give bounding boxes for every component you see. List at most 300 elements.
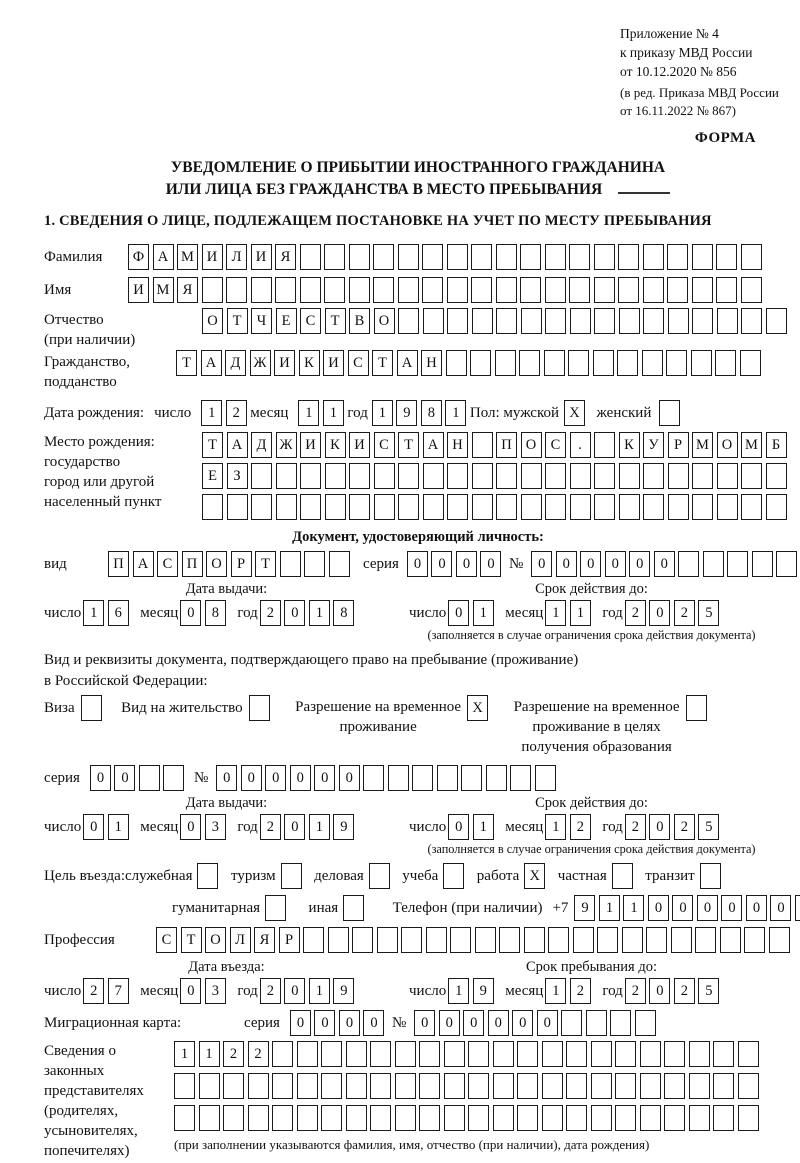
doc-number-cell[interactable] xyxy=(752,551,773,577)
legal-rep-cell[interactable] xyxy=(542,1073,563,1099)
entry-day-cell[interactable]: 7 xyxy=(108,978,129,1004)
birth-place-cell[interactable] xyxy=(594,494,615,520)
birth-place-cell[interactable] xyxy=(349,463,370,489)
expiry-month-cell[interactable]: 1 xyxy=(570,600,591,626)
citizenship-cell[interactable] xyxy=(519,350,540,376)
birth-place-cell[interactable] xyxy=(766,494,787,520)
residence-number-cell[interactable]: 0 xyxy=(339,765,360,791)
profession-cell[interactable] xyxy=(377,927,398,953)
given-name-cell[interactable] xyxy=(373,277,394,303)
legal-rep-cell[interactable] xyxy=(297,1073,318,1099)
patronymic-cell[interactable] xyxy=(766,308,787,334)
patronymic-cell[interactable]: Т xyxy=(325,308,346,334)
residence-series-cell[interactable] xyxy=(139,765,160,791)
birth-place-cell[interactable]: Е xyxy=(202,463,223,489)
patronymic-cell[interactable] xyxy=(619,308,640,334)
given-name-cell[interactable] xyxy=(618,277,639,303)
given-name-cell[interactable] xyxy=(251,277,272,303)
issue-year-cell[interactable]: 1 xyxy=(309,600,330,626)
legal-rep-cell[interactable] xyxy=(615,1041,636,1067)
profession-cell[interactable] xyxy=(475,927,496,953)
legal-rep-cell[interactable] xyxy=(419,1105,440,1131)
patronymic-cell[interactable] xyxy=(496,308,517,334)
profession-cell[interactable]: О xyxy=(205,927,226,953)
legal-rep-cell[interactable] xyxy=(664,1041,685,1067)
profession-cell[interactable]: Т xyxy=(181,927,202,953)
expiry-year-cell[interactable]: 2 xyxy=(674,600,695,626)
birth-place-cell[interactable] xyxy=(300,463,321,489)
surname-cell[interactable] xyxy=(594,244,615,270)
birth-place-cell[interactable] xyxy=(594,463,615,489)
temp-permit-checkbox[interactable]: X xyxy=(467,695,488,721)
birth-place-cell[interactable] xyxy=(276,494,297,520)
residence-number-cell[interactable] xyxy=(437,765,458,791)
birth-place-cell[interactable] xyxy=(325,494,346,520)
entry-month-cell[interactable]: 3 xyxy=(205,978,226,1004)
doc-number-cell[interactable] xyxy=(727,551,748,577)
citizenship-cell[interactable] xyxy=(470,350,491,376)
birth-place-cell[interactable] xyxy=(741,494,762,520)
birth-place-cell[interactable] xyxy=(496,463,517,489)
citizenship-cell[interactable] xyxy=(666,350,687,376)
migration-number-cell[interactable]: 0 xyxy=(512,1010,533,1036)
legal-rep-cell[interactable] xyxy=(248,1105,269,1131)
legal-rep-cell[interactable]: 2 xyxy=(223,1041,244,1067)
visa-checkbox[interactable] xyxy=(81,695,102,721)
legal-rep-cell[interactable] xyxy=(297,1105,318,1131)
legal-rep-cell[interactable] xyxy=(468,1105,489,1131)
migration-number-cell[interactable] xyxy=(586,1010,607,1036)
legal-rep-cell[interactable] xyxy=(713,1105,734,1131)
given-name-cell[interactable] xyxy=(594,277,615,303)
legal-rep-cell[interactable]: 1 xyxy=(174,1041,195,1067)
surname-cell[interactable] xyxy=(667,244,688,270)
birth-place-cell[interactable]: . xyxy=(570,432,591,458)
citizenship-cell[interactable]: Т xyxy=(176,350,197,376)
legal-rep-cell[interactable] xyxy=(615,1073,636,1099)
birth-place-cell[interactable]: М xyxy=(741,432,762,458)
issue-month-cell[interactable]: 8 xyxy=(205,600,226,626)
birth-place-cell[interactable]: С xyxy=(374,432,395,458)
phone-digit-cell[interactable]: 0 xyxy=(770,895,791,921)
surname-cell[interactable]: И xyxy=(202,244,223,270)
legal-rep-cell[interactable] xyxy=(591,1041,612,1067)
surname-cell[interactable]: А xyxy=(153,244,174,270)
stay-day-cell[interactable]: 1 xyxy=(448,978,469,1004)
stay-month-cell[interactable]: 1 xyxy=(545,978,566,1004)
legal-rep-cell[interactable] xyxy=(272,1041,293,1067)
issue-day-cell[interactable]: 1 xyxy=(83,600,104,626)
expiry-year-cell[interactable]: 5 xyxy=(698,600,719,626)
patronymic-cell[interactable]: В xyxy=(349,308,370,334)
given-name-cell[interactable]: И xyxy=(128,277,149,303)
citizenship-cell[interactable] xyxy=(740,350,761,376)
legal-rep-cell[interactable] xyxy=(223,1073,244,1099)
citizenship-cell[interactable] xyxy=(544,350,565,376)
legal-rep-cell[interactable] xyxy=(395,1105,416,1131)
doc-series-cell[interactable]: 0 xyxy=(407,551,428,577)
birth-place-cell[interactable] xyxy=(545,494,566,520)
issue-month-cell[interactable]: 0 xyxy=(180,814,201,840)
given-name-cell[interactable] xyxy=(569,277,590,303)
phone-digit-cell[interactable]: 0 xyxy=(746,895,767,921)
doc-number-cell[interactable]: 0 xyxy=(605,551,626,577)
expiry-year-cell[interactable]: 2 xyxy=(625,814,646,840)
citizenship-cell[interactable] xyxy=(446,350,467,376)
residence-number-cell[interactable] xyxy=(486,765,507,791)
birth-place-cell[interactable] xyxy=(374,463,395,489)
phone-digit-cell[interactable]: 0 xyxy=(672,895,693,921)
legal-rep-cell[interactable] xyxy=(542,1041,563,1067)
expiry-year-cell[interactable]: 0 xyxy=(649,814,670,840)
residence-number-cell[interactable]: 0 xyxy=(216,765,237,791)
surname-cell[interactable]: Ф xyxy=(128,244,149,270)
legal-rep-cell[interactable] xyxy=(346,1105,367,1131)
doc-type-cell[interactable]: С xyxy=(157,551,178,577)
expiry-year-cell[interactable]: 2 xyxy=(625,600,646,626)
legal-rep-cell[interactable] xyxy=(395,1073,416,1099)
birth-place-cell[interactable]: К xyxy=(619,432,640,458)
legal-rep-cell[interactable] xyxy=(272,1073,293,1099)
profession-cell[interactable] xyxy=(401,927,422,953)
given-name-cell[interactable] xyxy=(496,277,517,303)
patronymic-cell[interactable] xyxy=(594,308,615,334)
profession-cell[interactable] xyxy=(450,927,471,953)
birth-place-cell[interactable] xyxy=(251,463,272,489)
issue-month-cell[interactable]: 3 xyxy=(205,814,226,840)
legal-rep-cell[interactable] xyxy=(223,1105,244,1131)
legal-rep-cell[interactable] xyxy=(493,1041,514,1067)
birth-day-cell[interactable]: 2 xyxy=(226,400,247,426)
legal-rep-cell[interactable] xyxy=(566,1105,587,1131)
given-name-cell[interactable] xyxy=(349,277,370,303)
profession-cell[interactable] xyxy=(769,927,790,953)
legal-rep-cell[interactable] xyxy=(370,1073,391,1099)
citizenship-cell[interactable]: А xyxy=(201,350,222,376)
citizenship-cell[interactable] xyxy=(715,350,736,376)
birth-place-cell[interactable] xyxy=(643,494,664,520)
surname-cell[interactable] xyxy=(349,244,370,270)
legal-rep-cell[interactable] xyxy=(517,1105,538,1131)
profession-cell[interactable]: Р xyxy=(279,927,300,953)
birth-place-cell[interactable] xyxy=(300,494,321,520)
expiry-day-cell[interactable]: 0 xyxy=(448,600,469,626)
given-name-cell[interactable] xyxy=(716,277,737,303)
residence-number-cell[interactable]: 0 xyxy=(290,765,311,791)
migration-number-cell[interactable]: 0 xyxy=(439,1010,460,1036)
profession-cell[interactable] xyxy=(352,927,373,953)
citizenship-cell[interactable]: А xyxy=(397,350,418,376)
birth-place-cell[interactable] xyxy=(374,494,395,520)
birth-place-cell[interactable]: С xyxy=(545,432,566,458)
stay-year-cell[interactable]: 5 xyxy=(698,978,719,1004)
residence-number-cell[interactable]: 0 xyxy=(241,765,262,791)
profession-cell[interactable] xyxy=(524,927,545,953)
given-name-cell[interactable] xyxy=(300,277,321,303)
profession-cell[interactable] xyxy=(646,927,667,953)
given-name-cell[interactable] xyxy=(422,277,443,303)
given-name-cell[interactable] xyxy=(545,277,566,303)
birth-place-cell[interactable]: И xyxy=(349,432,370,458)
legal-rep-cell[interactable] xyxy=(174,1105,195,1131)
male-checkbox[interactable]: X xyxy=(564,400,585,426)
surname-cell[interactable] xyxy=(324,244,345,270)
doc-number-cell[interactable] xyxy=(703,551,724,577)
legal-rep-cell[interactable] xyxy=(419,1041,440,1067)
birth-day-cell[interactable]: 1 xyxy=(201,400,222,426)
migration-number-cell[interactable] xyxy=(561,1010,582,1036)
stay-year-cell[interactable]: 2 xyxy=(674,978,695,1004)
stay-year-cell[interactable]: 0 xyxy=(649,978,670,1004)
given-name-cell[interactable] xyxy=(692,277,713,303)
legal-rep-cell[interactable] xyxy=(713,1073,734,1099)
legal-rep-cell[interactable] xyxy=(199,1073,220,1099)
business-checkbox[interactable] xyxy=(197,863,218,889)
migration-number-cell[interactable] xyxy=(635,1010,656,1036)
phone-digit-cell[interactable]: 1 xyxy=(599,895,620,921)
birth-place-cell[interactable] xyxy=(251,494,272,520)
citizenship-cell[interactable] xyxy=(568,350,589,376)
given-name-cell[interactable] xyxy=(226,277,247,303)
surname-cell[interactable]: И xyxy=(251,244,272,270)
entry-day-cell[interactable]: 2 xyxy=(83,978,104,1004)
given-name-cell[interactable] xyxy=(667,277,688,303)
legal-rep-cell[interactable] xyxy=(689,1105,710,1131)
legal-rep-cell[interactable] xyxy=(321,1073,342,1099)
birth-year-cell[interactable]: 1 xyxy=(445,400,466,426)
birth-place-cell[interactable] xyxy=(692,463,713,489)
doc-type-cell[interactable]: Т xyxy=(255,551,276,577)
citizenship-cell[interactable] xyxy=(642,350,663,376)
birth-place-cell[interactable] xyxy=(423,463,444,489)
birth-place-cell[interactable] xyxy=(692,494,713,520)
citizenship-cell[interactable] xyxy=(593,350,614,376)
given-name-cell[interactable] xyxy=(520,277,541,303)
expiry-month-cell[interactable]: 1 xyxy=(545,600,566,626)
birth-place-cell[interactable] xyxy=(423,494,444,520)
legal-rep-cell[interactable] xyxy=(444,1105,465,1131)
birth-place-cell[interactable]: И xyxy=(300,432,321,458)
surname-cell[interactable] xyxy=(300,244,321,270)
patronymic-cell[interactable] xyxy=(521,308,542,334)
residence-number-cell[interactable] xyxy=(461,765,482,791)
issue-day-cell[interactable]: 6 xyxy=(108,600,129,626)
birth-place-cell[interactable] xyxy=(521,494,542,520)
expiry-year-cell[interactable]: 5 xyxy=(698,814,719,840)
given-name-cell[interactable] xyxy=(202,277,223,303)
legal-rep-cell[interactable] xyxy=(615,1105,636,1131)
birth-place-cell[interactable] xyxy=(398,494,419,520)
citizenship-cell[interactable] xyxy=(617,350,638,376)
surname-cell[interactable] xyxy=(447,244,468,270)
patronymic-cell[interactable] xyxy=(570,308,591,334)
phone-digit-cell[interactable]: 0 xyxy=(697,895,718,921)
surname-cell[interactable] xyxy=(569,244,590,270)
birth-place-cell[interactable] xyxy=(619,494,640,520)
migration-series-cell[interactable]: 0 xyxy=(363,1010,384,1036)
legal-rep-cell[interactable] xyxy=(738,1041,759,1067)
legal-rep-cell[interactable] xyxy=(566,1041,587,1067)
birth-place-cell[interactable] xyxy=(668,463,689,489)
profession-cell[interactable]: С xyxy=(156,927,177,953)
legal-rep-cell[interactable] xyxy=(444,1073,465,1099)
birth-year-cell[interactable]: 9 xyxy=(396,400,417,426)
surname-cell[interactable] xyxy=(692,244,713,270)
surname-cell[interactable] xyxy=(545,244,566,270)
profession-cell[interactable] xyxy=(744,927,765,953)
legal-rep-cell[interactable] xyxy=(640,1041,661,1067)
patronymic-cell[interactable] xyxy=(741,308,762,334)
private-checkbox[interactable] xyxy=(612,863,633,889)
surname-cell[interactable] xyxy=(618,244,639,270)
migration-number-cell[interactable]: 0 xyxy=(537,1010,558,1036)
migration-number-cell[interactable]: 0 xyxy=(488,1010,509,1036)
birth-place-cell[interactable] xyxy=(472,463,493,489)
citizenship-cell[interactable]: К xyxy=(299,350,320,376)
other-checkbox[interactable] xyxy=(343,895,364,921)
doc-type-cell[interactable] xyxy=(329,551,350,577)
birth-place-cell[interactable]: З xyxy=(227,463,248,489)
patronymic-cell[interactable]: С xyxy=(300,308,321,334)
patronymic-cell[interactable] xyxy=(717,308,738,334)
birth-place-cell[interactable] xyxy=(766,463,787,489)
surname-cell[interactable] xyxy=(422,244,443,270)
surname-cell[interactable] xyxy=(520,244,541,270)
birth-place-cell[interactable] xyxy=(717,463,738,489)
surname-cell[interactable]: Я xyxy=(275,244,296,270)
phone-digit-cell[interactable]: 0 xyxy=(721,895,742,921)
legal-rep-cell[interactable] xyxy=(321,1041,342,1067)
legal-rep-cell[interactable] xyxy=(689,1041,710,1067)
legal-rep-cell[interactable] xyxy=(272,1105,293,1131)
residence-series-cell[interactable] xyxy=(163,765,184,791)
doc-number-cell[interactable]: 0 xyxy=(654,551,675,577)
migration-number-cell[interactable]: 0 xyxy=(463,1010,484,1036)
doc-series-cell[interactable]: 0 xyxy=(480,551,501,577)
given-name-cell[interactable]: Я xyxy=(177,277,198,303)
birth-place-cell[interactable] xyxy=(741,463,762,489)
birth-place-cell[interactable]: М xyxy=(692,432,713,458)
birth-place-cell[interactable]: П xyxy=(496,432,517,458)
humanitarian-checkbox[interactable] xyxy=(265,895,286,921)
birth-month-cell[interactable]: 1 xyxy=(298,400,319,426)
legal-rep-cell[interactable] xyxy=(738,1073,759,1099)
legal-rep-cell[interactable] xyxy=(297,1041,318,1067)
phone-digit-cell[interactable]: 9 xyxy=(574,895,595,921)
birth-place-cell[interactable] xyxy=(447,494,468,520)
expiry-year-cell[interactable]: 0 xyxy=(649,600,670,626)
birth-place-cell[interactable]: Т xyxy=(202,432,223,458)
issue-year-cell[interactable]: 0 xyxy=(284,600,305,626)
birth-place-cell[interactable] xyxy=(643,463,664,489)
birth-place-cell[interactable] xyxy=(545,463,566,489)
legal-rep-cell[interactable] xyxy=(468,1041,489,1067)
birth-place-cell[interactable]: О xyxy=(717,432,738,458)
profession-cell[interactable]: Л xyxy=(230,927,251,953)
issue-year-cell[interactable]: 8 xyxy=(333,600,354,626)
stay-year-cell[interactable]: 2 xyxy=(625,978,646,1004)
birth-place-cell[interactable]: О xyxy=(521,432,542,458)
legal-rep-cell[interactable] xyxy=(664,1073,685,1099)
legal-rep-cell[interactable] xyxy=(493,1105,514,1131)
birth-place-cell[interactable]: У xyxy=(643,432,664,458)
birth-place-cell[interactable]: А xyxy=(423,432,444,458)
citizenship-cell[interactable]: Т xyxy=(372,350,393,376)
birth-place-cell[interactable]: Д xyxy=(251,432,272,458)
entry-month-cell[interactable]: 0 xyxy=(180,978,201,1004)
citizenship-cell[interactable]: И xyxy=(323,350,344,376)
birth-place-cell[interactable] xyxy=(717,494,738,520)
legal-rep-cell[interactable] xyxy=(738,1105,759,1131)
residence-number-cell[interactable] xyxy=(535,765,556,791)
expiry-month-cell[interactable]: 1 xyxy=(545,814,566,840)
residence-number-cell[interactable] xyxy=(510,765,531,791)
legal-rep-cell[interactable] xyxy=(174,1073,195,1099)
given-name-cell[interactable] xyxy=(471,277,492,303)
legal-rep-cell[interactable] xyxy=(321,1105,342,1131)
citizenship-cell[interactable]: Д xyxy=(225,350,246,376)
profession-cell[interactable] xyxy=(720,927,741,953)
work-checkbox[interactable]: X xyxy=(524,863,545,889)
doc-number-cell[interactable]: 0 xyxy=(556,551,577,577)
profession-cell[interactable] xyxy=(499,927,520,953)
patronymic-cell[interactable] xyxy=(692,308,713,334)
study-checkbox[interactable] xyxy=(443,863,464,889)
legal-rep-cell[interactable]: 1 xyxy=(199,1041,220,1067)
residence-number-cell[interactable]: 0 xyxy=(265,765,286,791)
tourism-checkbox[interactable] xyxy=(281,863,302,889)
birth-place-cell[interactable] xyxy=(447,463,468,489)
birth-place-cell[interactable]: Б xyxy=(766,432,787,458)
doc-type-cell[interactable]: О xyxy=(206,551,227,577)
expiry-month-cell[interactable]: 2 xyxy=(570,814,591,840)
patronymic-cell[interactable] xyxy=(545,308,566,334)
birth-place-cell[interactable] xyxy=(227,494,248,520)
profession-cell[interactable] xyxy=(597,927,618,953)
birth-place-cell[interactable] xyxy=(325,463,346,489)
profession-cell[interactable] xyxy=(426,927,447,953)
patronymic-cell[interactable]: Ч xyxy=(251,308,272,334)
legal-rep-cell[interactable] xyxy=(370,1041,391,1067)
migration-series-cell[interactable]: 0 xyxy=(290,1010,311,1036)
birth-place-cell[interactable] xyxy=(472,432,493,458)
citizenship-cell[interactable] xyxy=(691,350,712,376)
birth-place-cell[interactable] xyxy=(472,494,493,520)
patronymic-cell[interactable] xyxy=(668,308,689,334)
profession-cell[interactable]: Я xyxy=(254,927,275,953)
patronymic-cell[interactable]: Т xyxy=(227,308,248,334)
residence-series-cell[interactable]: 0 xyxy=(114,765,135,791)
stay-month-cell[interactable]: 2 xyxy=(570,978,591,1004)
birth-year-cell[interactable]: 1 xyxy=(372,400,393,426)
birth-place-cell[interactable] xyxy=(594,432,615,458)
legal-rep-cell[interactable] xyxy=(566,1073,587,1099)
birth-place-cell[interactable]: К xyxy=(325,432,346,458)
citizenship-cell[interactable] xyxy=(495,350,516,376)
legal-rep-cell[interactable] xyxy=(493,1073,514,1099)
patronymic-cell[interactable] xyxy=(423,308,444,334)
migration-number-cell[interactable]: 0 xyxy=(414,1010,435,1036)
doc-series-cell[interactable]: 0 xyxy=(431,551,452,577)
profession-cell[interactable] xyxy=(573,927,594,953)
given-name-cell[interactable]: М xyxy=(153,277,174,303)
birth-place-cell[interactable]: А xyxy=(227,432,248,458)
citizenship-cell[interactable]: Ж xyxy=(250,350,271,376)
doc-type-cell[interactable]: Р xyxy=(231,551,252,577)
residence-number-cell[interactable]: 0 xyxy=(314,765,335,791)
expiry-day-cell[interactable]: 1 xyxy=(473,814,494,840)
surname-cell[interactable] xyxy=(471,244,492,270)
